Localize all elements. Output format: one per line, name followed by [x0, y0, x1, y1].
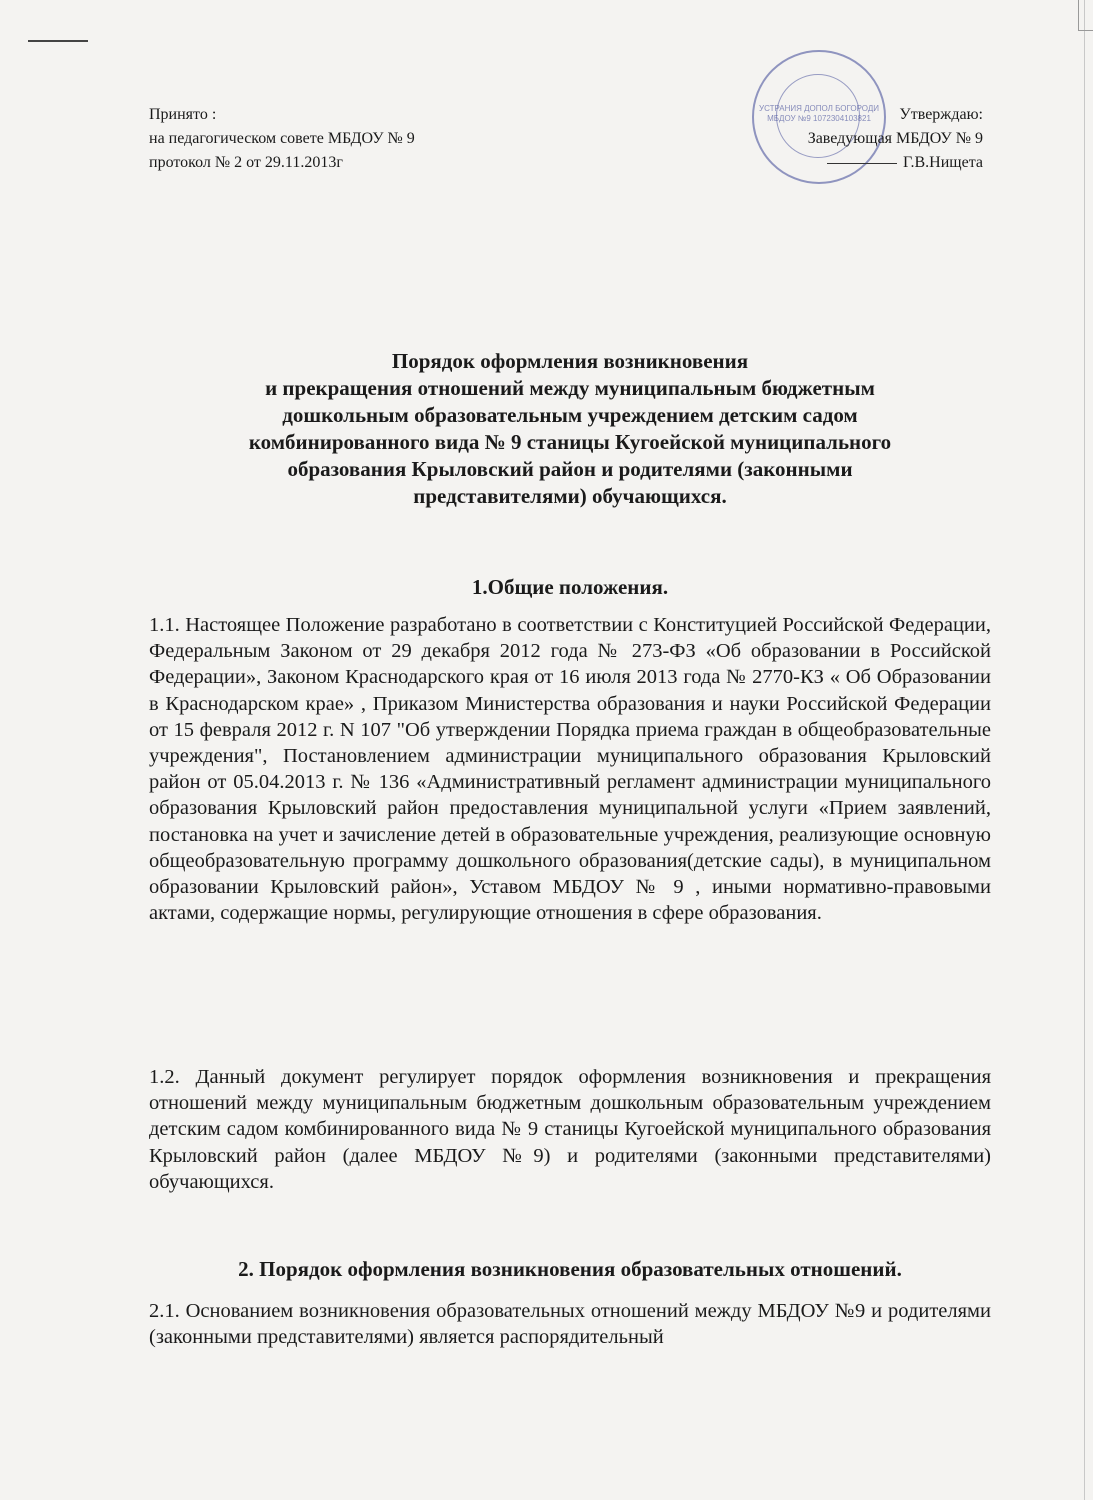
- section-2-heading: 2. Порядок оформления возникновения образовательных отношений.: [238, 1257, 902, 1281]
- signatory-name: Г.В.Нищета: [903, 154, 983, 171]
- scan-mark: [28, 40, 88, 42]
- stamp-text: УСТРАНИЯ ДОПОЛ БОГОРОДИ МБДОУ №9 1072304103821: [758, 104, 879, 123]
- accepted-protocol: протокол № 2 от 29.11.2013г: [149, 154, 343, 171]
- paragraph-2-1: 2.1. Основанием возникновения образовательных отношений между МБДОУ №9 и родителями (законными представителями) является распорядительный: [149, 1300, 991, 1349]
- paragraph-1-2: 1.2. Данный документ регулирует порядок оформления возникновения и прекращения отношений между муниципальным бюджетным дошкольным образовательным учреждением детским садом комбинированного вида № 9 станицы Кугоейской муниципального образования Крыловский район (далее МБДОУ №9) и родителями (законными представителями) обучающихся.: [149, 1066, 991, 1193]
- title-line: дошкольным образовательным учреждением детским садом: [282, 403, 858, 427]
- title-line: образования Крыловский район и родителями (законными: [287, 457, 853, 481]
- title-line: и прекращения отношений между муниципальным бюджетным: [265, 376, 875, 400]
- approved-label: Утверждаю:: [899, 106, 983, 123]
- approved-head: Заведующая МБДОУ № 9: [807, 130, 983, 147]
- section-1-heading: 1.Общие положения.: [471, 575, 669, 599]
- document-title: [149, 348, 991, 510]
- approved-block: [735, 103, 983, 175]
- corner-fold: [1078, 0, 1093, 31]
- approved-signature: [735, 151, 983, 175]
- accepted-label: Принято :: [149, 106, 217, 123]
- page-edge: [1084, 0, 1085, 1500]
- title-line: представителями) обучающихся.: [413, 484, 727, 508]
- signature-line: [827, 163, 897, 164]
- title-line: Порядок оформления возникновения: [391, 349, 749, 373]
- paragraph-1-1: 1.1. Настоящее Положение разработано в соответствии с Конституцией Российской Федерации, Федеральным Законом от 29 декабря 2012 года № 273-ФЗ «Об образовании в Российской Федерации», Законом Краснодарского края от 16 июля 2013 года № 2770-КЗ « Об Образовании в Краснодарском крае» , Приказом Министерства образования и науки Российской Федерации от 15 февраля 2012 г. N 107 "Об утверждении Порядка приема граждан в общеобразовательные учреждения", Постановлением администрации муниципального образования Крыловский район от 05.04.2013 г. № 136 «Административный регламент администрации муниципального образования Крыловский район предоставления муниципальной услуги «Прием заявлений, постановка на учет и зачисление детей в образовательные учреждения, реализующие основную общеобразовательную программу дошкольного образования(детские сады), в муниципальном образовании Крыловский район», Уставом МБДОУ № 9 , иными нормативно-правовыми актами, содержащие нормы, регулирующие отношения в сфере образования.: [149, 614, 991, 925]
- title-line: комбинированного вида № 9 станицы Кугоейской муниципального: [248, 430, 892, 454]
- accepted-council: на педагогическом совете МБДОУ № 9: [149, 130, 415, 147]
- accepted-block: [149, 103, 415, 175]
